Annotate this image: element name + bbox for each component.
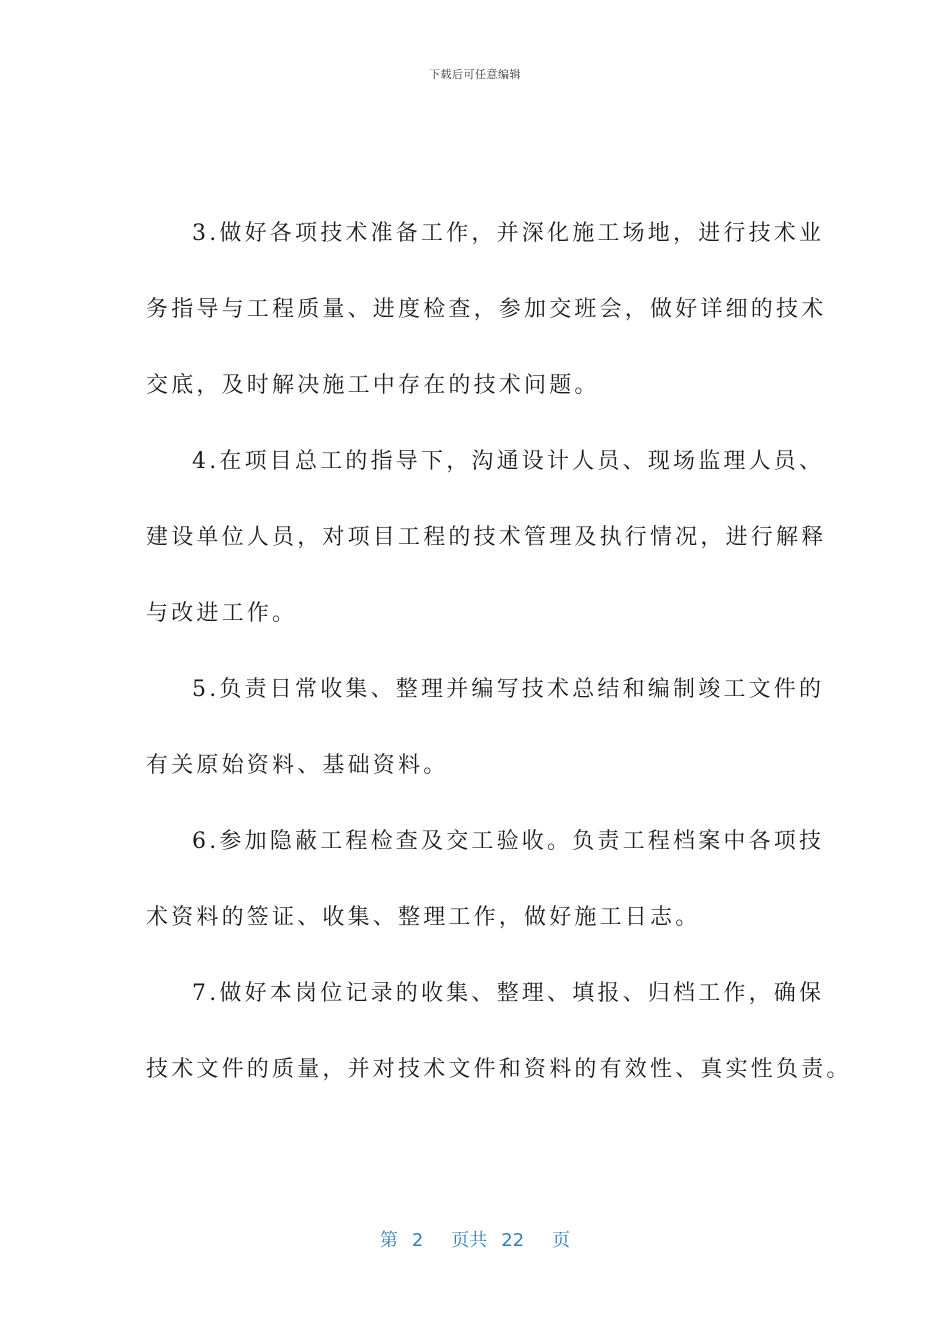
paragraph-line: 6.参加隐蔽工程检查及交工验收。负责工程档案中各项技 [192, 829, 825, 854]
paragraph-line: 3.做好各项技术准备工作，并深化施工场地，进行技术业 [192, 221, 825, 246]
page-header: 下载后可任意编辑 [429, 68, 521, 81]
footer-total-pages: 22 [501, 1230, 525, 1251]
page-footer [0, 1226, 950, 1252]
paragraph-line: 务指导与工程质量、进度检查，参加交班会，做好详细的技术 [146, 297, 827, 322]
paragraph-line: 有关原始资料、基础资料。 [146, 753, 449, 778]
paragraph-line: 与改进工作。 [146, 601, 298, 626]
paragraph-line: 7.做好本岗位记录的收集、整理、填报、归档工作，确保 [192, 981, 825, 1006]
paragraph-line: 4.在项目总工的指导下，沟通设计人员、现场监理人员、 [192, 449, 825, 474]
paragraph-line: 技术文件的质量，并对技术文件和资料的有效性、真实性负责。 [146, 1057, 852, 1082]
paragraph-line: 建设单位人员，对项目工程的技术管理及执行情况，进行解释 [146, 525, 827, 550]
paragraph-7 [146, 956, 852, 1108]
paragraph-4 [146, 424, 827, 652]
paragraph-5 [146, 652, 825, 804]
document-body [146, 196, 852, 1108]
paragraph-6 [146, 804, 825, 956]
footer-prefix: 第 [379, 1230, 398, 1251]
footer-middle: 页共 [451, 1230, 488, 1251]
footer-suffix: 页 [552, 1230, 571, 1251]
footer-page-number: 2 [411, 1230, 424, 1251]
paragraph-3 [146, 196, 827, 424]
paragraph-line: 交底，及时解决施工中存在的技术问题。 [146, 373, 600, 398]
paragraph-line: 术资料的签证、收集、整理工作，做好施工日志。 [146, 905, 701, 930]
paragraph-line: 5.负责日常收集、整理并编写技术总结和编制竣工文件的 [192, 677, 825, 702]
